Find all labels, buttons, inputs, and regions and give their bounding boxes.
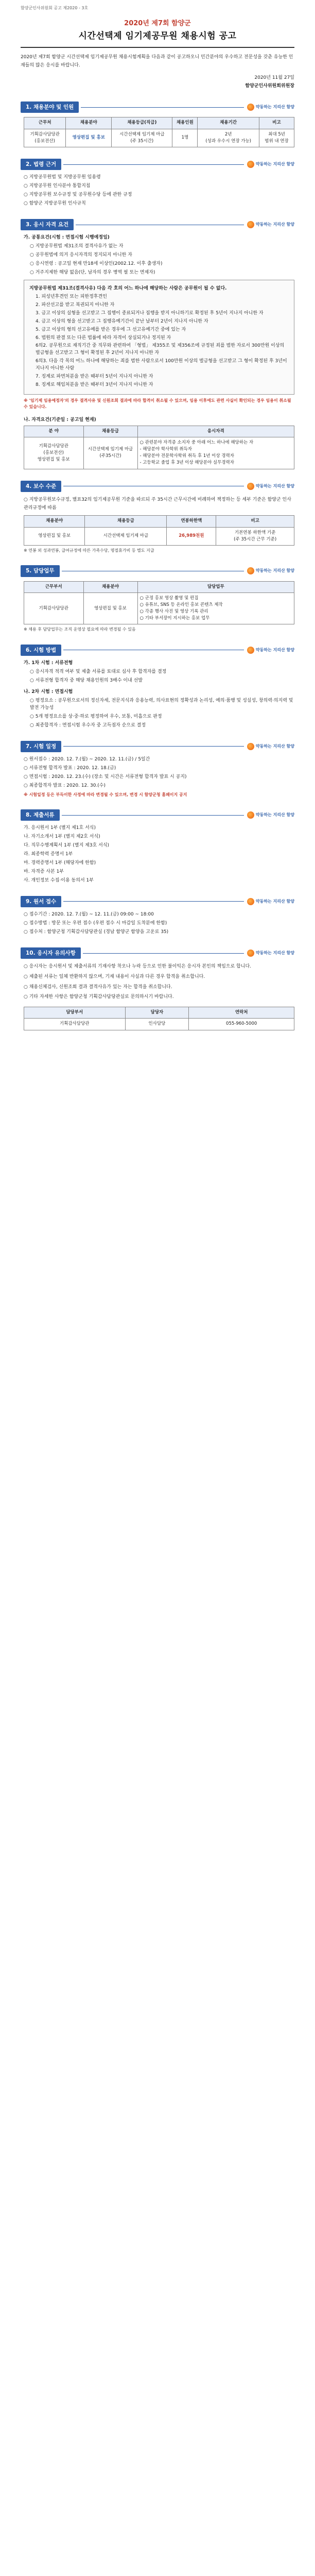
list-item: 라. 최종학력 증명서 1부	[24, 852, 73, 857]
county-logo-icon	[247, 950, 254, 957]
list-item: 6. 법원의 판결 또는 다른 법률에 따라 자격이 상실되거나 정지된 자	[36, 335, 171, 341]
cell: 055-960-5000	[189, 1019, 294, 1030]
table-header-row: 담당부서 담당자 연락처	[24, 1007, 294, 1019]
list-item: ○ 지방공무원 인사분야 통합지침	[24, 183, 91, 189]
cell: 인사담당	[125, 1019, 189, 1030]
list-item: ○ 지방공무원 보수규정 및 공무원수당 등에 관한 규정	[24, 192, 132, 198]
intro-text: 2020년 제7회 함양군 시간선택제 임기제공무원 채용시험계획을 다음과 같이 공고하오니 민간분야의 우수하고 전문성을 갖춘 유능한 인재들의 많은 응시를 바랍니다.	[21, 54, 293, 69]
salary-table	[24, 515, 294, 546]
list-item: 6의3. 다음 각 목의 어느 하나에 해당하는 죄를 범한 사람으로서 100만원 이상의 벌금형을 선고받고 그 형이 확정된 후 3년이 지나지 아니한 사람	[36, 359, 287, 371]
list-item: ○ 원서접수 : 2020. 12. 7.(월) ~ 2020. 12. 11.(금) / 5일간	[24, 756, 150, 762]
county-logo: 약동하는 지리산 함양	[247, 567, 294, 574]
list-item: ○ 평정요소 : 공무원으로서의 정신자세, 전문지식과 응용능력, 의사표현의 정확성과 논리성, 예의·품행 및 성실성, 창의력·의지력 및 발전 가능성	[30, 698, 293, 710]
cell: ○ 군정 홍보 영상 촬영 및 편집 ○ 유튜브, SNS 등 온라인 홍보 콘텐츠 제작 ○ 각종 행사 사진 및 영상 기록 관리 ○ 기타 부서장이 지시하는 홍보 업무	[137, 592, 294, 624]
section-header	[21, 159, 294, 170]
section-title: 3. 응시 자격 요건	[21, 219, 74, 230]
section-title: 7. 시험 일정	[21, 741, 61, 752]
list-item: ○ 접수방법 : 방문 또는 우편 접수 (우편 접수 시 마감일 도착분에 한함)	[24, 921, 167, 926]
duties-footnote: ※ 채용 후 담당업무는 조직 운영상 필요에 따라 변경될 수 있음	[24, 627, 136, 632]
disqualification-box	[24, 280, 294, 395]
cell: 기획감사담당관	[24, 1019, 126, 1030]
cell: 기본연봉 하한액 기준 (주 35시간 근무 기준)	[216, 527, 294, 545]
list-item: 3. 금고 이상의 실형을 선고받고 그 집행이 종료되거나 집행을 받지 아니하기로 확정된 후 5년이 지나지 아니한 자	[36, 310, 264, 316]
section-title: 6. 시험 방법	[21, 645, 61, 656]
cell: 기획감사담당관	[24, 592, 84, 624]
cell: 영상편집 및 홍보	[83, 592, 137, 624]
section-title: 5. 담당업무	[21, 565, 60, 577]
county-logo-icon	[247, 743, 254, 750]
cell: 2년 (성과 우수시 연장 가능)	[198, 129, 259, 147]
table-row	[24, 437, 294, 469]
section-title: 8. 제출서류	[21, 809, 60, 821]
table-row	[24, 129, 294, 147]
list-item: ○ 최종합격자 : 면접시험 우수자 중 고득점자 순으로 결정	[30, 722, 146, 728]
list-item: 가. 응시원서 1부 (별지 제1호 서식)	[24, 825, 96, 831]
county-logo: 약동하는 지리산 함양	[247, 898, 294, 905]
list-item: ○ 응시자격 적격 여부 및 제출 서류를 토대로 심사 후 합격자를 결정	[30, 669, 167, 675]
list-item: ○ 면접시험 : 2020. 12. 23.(수) (장소 및 시간은 서류전형 합격자 발표 시 공지)	[24, 774, 187, 779]
table-row	[24, 1019, 294, 1030]
section-salary	[21, 481, 294, 554]
requirements-table	[24, 426, 294, 469]
section-rule	[81, 107, 244, 108]
county-logo-icon	[247, 898, 254, 905]
list-item: ○ 서류전형 합격자 발표 : 2020. 12. 18.(금)	[24, 765, 116, 771]
eligibility-notice: ※ '임기제 임용예정자'의 경우 결격사유 및 신원조회 결과에 따라 합격이 취소될 수 있으며, 임용 이후에도 관련 사실이 확인되는 경우 임용이 취소될 수 있습니다.	[24, 398, 291, 410]
list-item: ○ 응시자는 응시원서 및 제출서류의 기재사항 착오나 누락 등으로 인한 불이익은 응시자 본인의 책임으로 합니다.	[24, 964, 251, 970]
cell: 시간선택제 임기제 마급 (주35시간)	[83, 437, 137, 469]
county-logo-icon	[247, 161, 254, 168]
section-title: 4. 보수 수준	[21, 481, 61, 492]
county-logo: 약동하는 지리산 함양	[247, 950, 294, 957]
section-schedule	[21, 741, 294, 798]
signoff	[21, 75, 294, 90]
county-logo-icon	[247, 567, 254, 574]
table-header-row: 근무부서 채용분야 담당업무	[24, 581, 294, 592]
list-item: 마. 경력증명서 1부 (해당자에 한함)	[24, 860, 96, 866]
subsection-title: 나. 2차 시험 : 면접시험	[24, 689, 73, 694]
section-eligibility	[21, 219, 294, 469]
table-row	[24, 592, 294, 624]
county-logo: 약동하는 지리산 함양	[247, 161, 294, 168]
section-header	[21, 219, 294, 230]
list-item: 다. 직무수행계획서 1부 (별지 제3호 서식)	[24, 843, 110, 849]
section-title: 10. 응시자 유의사항	[21, 947, 81, 959]
county-logo: 약동하는 지리산 함양	[247, 483, 294, 490]
county-logo-icon	[247, 811, 254, 819]
section-body	[21, 117, 294, 147]
contact-table	[24, 1007, 294, 1030]
list-item: ○ 지방공무원법 제31조의 결격사유가 없는 자	[30, 244, 124, 249]
cell: 기획감사담당관 (홍보전산) 영상편집 및 홍보	[24, 437, 84, 469]
cell: 1명	[172, 129, 198, 147]
subsection-title: 나. 자격요건(기준일 : 공고일 현재)	[24, 417, 96, 422]
list-item: 1. 피성년후견인 또는 피한정후견인	[36, 294, 107, 299]
section-header	[21, 947, 294, 959]
list-item: 8. 징계로 해임처분을 받은 때부터 3년이 지나지 아니한 자	[36, 382, 153, 388]
list-item: ○ 공무원법에 의거 응시자격의 정지되지 아니한 자	[30, 252, 132, 258]
cell: ○ 관련분야 자격증 소지자 중 아래 어느 하나에 해당하는 자 - 해당분야 학사학위 취득자 - 해당분야 전문학사학위 취득 후 1년 이상 경력자 - 고등학교 졸업 후 3년 이상 해당분야 실무경력자	[137, 437, 294, 469]
section-header	[21, 645, 294, 656]
duties-table	[24, 581, 294, 625]
table-header-row: 분 야 채용등급 응시자격	[24, 426, 294, 437]
list-item: ○ 채용신체검사, 신원조회 결과 결격사유가 있는 자는 합격을 취소합니다.	[24, 984, 172, 990]
county-logo: 약동하는 지리산 함양	[247, 811, 294, 819]
list-item: 4. 금고 이상의 형을 선고받고 그 집행유예기간이 끝난 날부터 2년이 지나지 아니한 자	[36, 318, 208, 324]
county-logo-icon	[247, 483, 254, 490]
title-divider	[21, 47, 294, 48]
table-row	[24, 527, 294, 545]
cell: 영상편집 및 홍보	[66, 129, 112, 147]
title-main: 시간선택제 임기제공무원 채용시험 공고	[78, 30, 237, 41]
section-header	[21, 481, 294, 492]
section-duties	[21, 565, 294, 633]
title-block	[21, 19, 294, 42]
subsection-title: 가. 1차 시험 : 서류전형	[24, 660, 73, 666]
list-item: ○ 접수처 : 함양군청 기획감사담당관실 (경남 함양군 함양읍 고운로 35)	[24, 929, 169, 935]
table-header-row: 채용분야 채용등급 연봉하한액 비고	[24, 516, 294, 527]
section-legal-basis	[21, 159, 294, 208]
announcement-page	[0, 0, 315, 1061]
list-item: 2. 파산선고를 받고 복권되지 아니한 자	[36, 302, 115, 308]
section-notices	[21, 947, 294, 1030]
salary-footnote: ※ 연봉 외 성과연봉, 급여규정에 따른 가족수당, 명절휴가비 등 별도 지급	[24, 548, 154, 553]
header-note: 함양군인사위원회 공고 제2020 - 3호	[21, 6, 89, 10]
list-item: ○ 접수기간 : 2020. 12. 7.(월) ~ 12. 11.(금) 09:00 ~ 18:00	[24, 912, 154, 918]
salary-note: ○ 지방공무원보수규정, 별표32의 임기제공무원 기준을 따르되 주 35시간 근무시간에 비례하여 책정하는 등 세부 기준은 함양군 인사관리규정에 따름	[24, 497, 291, 511]
subsection-title: 가. 공통요건(시험 : 면접시험 시행예정일)	[24, 235, 110, 241]
list-item: ○ 제출된 서류는 일체 반환하지 않으며, 기재 내용이 사실과 다른 경우 합격을 취소합니다.	[24, 974, 205, 979]
section-header	[21, 565, 294, 577]
recruitment-table	[24, 117, 294, 147]
section-header	[21, 741, 294, 752]
county-logo-icon	[247, 221, 254, 228]
box-heading: 지방공무원법 제31조(결격사유) 다음 각 호의 어느 하나에 해당하는 사람은 공무원이 될 수 없다.	[29, 285, 227, 291]
section-title: 1. 채용분야 및 인원	[21, 101, 79, 113]
section-documents	[21, 809, 294, 885]
list-item: 5. 금고 이상의 형의 선고유예를 받은 경우에 그 선고유예기간 중에 있는 자	[36, 327, 186, 332]
cell: 영상편집 및 홍보	[24, 527, 85, 545]
county-logo: 약동하는 지리산 함양	[247, 647, 294, 654]
section-header	[21, 896, 294, 907]
list-item: ○ 응시연령 : 공고일 현재 만18세 이상인(2002.12. 이후 출생자)	[30, 261, 163, 266]
cell: 시간선택제 임기제 마급 (주 35시간)	[112, 129, 172, 147]
cell: 최대 5년 범위 내 연장	[259, 129, 294, 147]
section-header	[21, 809, 294, 821]
list-item: ○ 거주지제한 해당 없음(단, 남자의 경우 병역 필 또는 면제자)	[30, 269, 155, 275]
county-logo: 약동하는 지리산 함양	[247, 104, 294, 111]
list-item: ○ 기타 자세한 사항은 함양군청 기획감사담당관실로 문의하시기 바랍니다.	[24, 994, 174, 1000]
list-item: 바. 자격증 사본 1부	[24, 869, 64, 874]
list-item: 사. 개인정보 수집·이용 동의서 1부	[24, 877, 94, 883]
list-item: 나. 자기소개서 1부 (별지 제2호 서식)	[24, 834, 100, 840]
cell: 시간선택제 임기제 마급	[85, 527, 167, 545]
list-item: 6의2. 공무원으로 재직기간 중 직무와 관련하여 「형법」 제355조 및 제356조에 규정된 죄를 범한 자로서 300만원 이상의 벌금형을 선고받고 그 형이 확정된 후 2년이 지나지 아니한 자	[36, 343, 285, 356]
section-exam-method	[21, 645, 294, 730]
county-logo-icon	[247, 647, 254, 654]
section-title: 9. 원서 접수	[21, 896, 61, 907]
list-item: 7. 징계로 파면처분을 받은 때부터 5년이 지나지 아니한 자	[36, 374, 153, 380]
list-item: ○ 5개 평정요소를 상·중·하로 평정하여 우수, 보통, 미흡으로 판정	[30, 714, 162, 719]
title-sub: 2020년 제7회 함양군	[124, 20, 191, 28]
cell: 26,989천원	[167, 527, 216, 545]
table-header-row: 근무처 채용분야 채용등급(직급) 채용인원 채용기간 비고	[24, 117, 294, 129]
section-title: 2. 법령 근거	[21, 159, 61, 170]
list-item: ○ 서류전형 합격자 중 해당 채용인원의 3배수 이내 선발	[30, 677, 143, 683]
list-item: ○ 지방공무원법 및 지방공무원 임용령	[24, 175, 101, 180]
section-header	[21, 101, 294, 113]
schedule-footnote: ※ 시험일정 등은 부득이한 사정에 따라 변경될 수 있으며, 변경 시 함양군청 홈페이지 공지	[24, 792, 187, 797]
list-item: ○ 함양군 지방공무원 인사규칙	[24, 200, 86, 206]
section-recruitment	[21, 101, 294, 147]
county-logo-icon	[247, 104, 254, 111]
signoff-date: 2020년 11월 27일	[254, 75, 294, 81]
signoff-org: 함양군인사위원회위원장	[245, 83, 294, 89]
section-application	[21, 896, 294, 936]
county-logo: 약동하는 지리산 함양	[247, 743, 294, 750]
cell: 기획감사담당관 (홍보전산)	[24, 129, 66, 147]
list-item: ○ 최종합격자 발표 : 2020. 12. 30.(수)	[24, 783, 106, 788]
county-logo: 약동하는 지리산 함양	[247, 221, 294, 228]
